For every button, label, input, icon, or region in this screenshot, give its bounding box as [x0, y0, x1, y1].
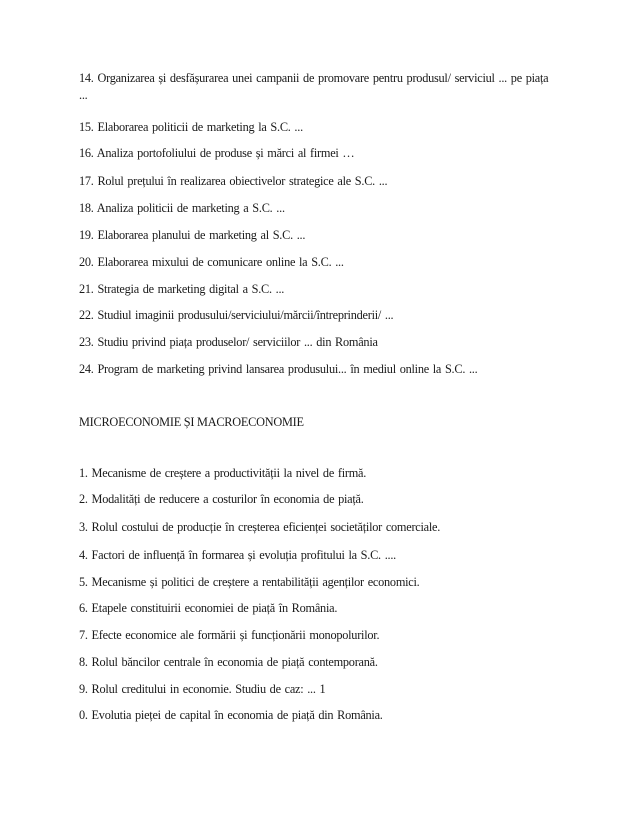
list-item-23: 23. Studiu privind piața produselor/ serviciilor ... din România — [79, 335, 378, 349]
list-item-21: 21. Strategia de marketing digital a S.C. ... — [79, 282, 285, 296]
section-heading-microeconomie: MICROECONOMIE ȘI MACROECONOMIE — [79, 415, 304, 429]
list-item-4: 4. Factori de influență în formarea și evoluția profitului la S.C. .... — [79, 548, 396, 562]
list-item-3: 3. Rolul costului de producție în creșterea eficienței societăților comerciale. — [79, 520, 441, 534]
list-item-17: 17. Rolul prețului în realizarea obiectivelor strategice ale S.C. ... — [79, 174, 388, 188]
list-item-24: 24. Program de marketing privind lansarea produsului... în mediul online la S.C. ... — [79, 362, 478, 376]
list-item-16: 16. Analiza portofoliului de produse și mărci al firmei … — [79, 146, 355, 160]
list-item-6: 6. Etapele constituirii economiei de piață în România. — [79, 601, 338, 615]
list-item-10: 0. Evolutia pieței de capital în economia de piață din România. — [79, 708, 383, 722]
list-item-20: 20. Elaborarea mixului de comunicare online la S.C. ... — [79, 255, 344, 269]
list-item-19: 19. Elaborarea planului de marketing al S.C. ... — [79, 228, 306, 242]
list-item-2: 2. Modalități de reducere a costurilor în economia de piață. — [79, 492, 364, 506]
list-item-7: 7. Efecte economice ale formării și funcționării monopolurilor. — [79, 628, 380, 642]
list-item-14: 14. Organizarea și desfășurarea unei campanii de promovare pentru produsul/ serviciul ... pe piața ... — [79, 71, 549, 102]
list-item-9: 9. Rolul creditului in economie. Studiu de caz: ... 1 — [79, 682, 326, 696]
list-item-8: 8. Rolul băncilor centrale în economia de piață contemporană. — [79, 655, 378, 669]
list-item-5: 5. Mecanisme și politici de creștere a rentabilității agenților economici. — [79, 575, 420, 589]
list-item-22: 22. Studiul imaginii produsului/serviciului/mărcii/întreprinderii/ ... — [79, 308, 394, 322]
list-item-15: 15. Elaborarea politicii de marketing la S.C. ... — [79, 120, 303, 134]
list-item-18: 18. Analiza politicii de marketing a S.C. ... — [79, 201, 285, 215]
list-item-1: 1. Mecanisme de creștere a productivității la nivel de firmă. — [79, 466, 367, 480]
